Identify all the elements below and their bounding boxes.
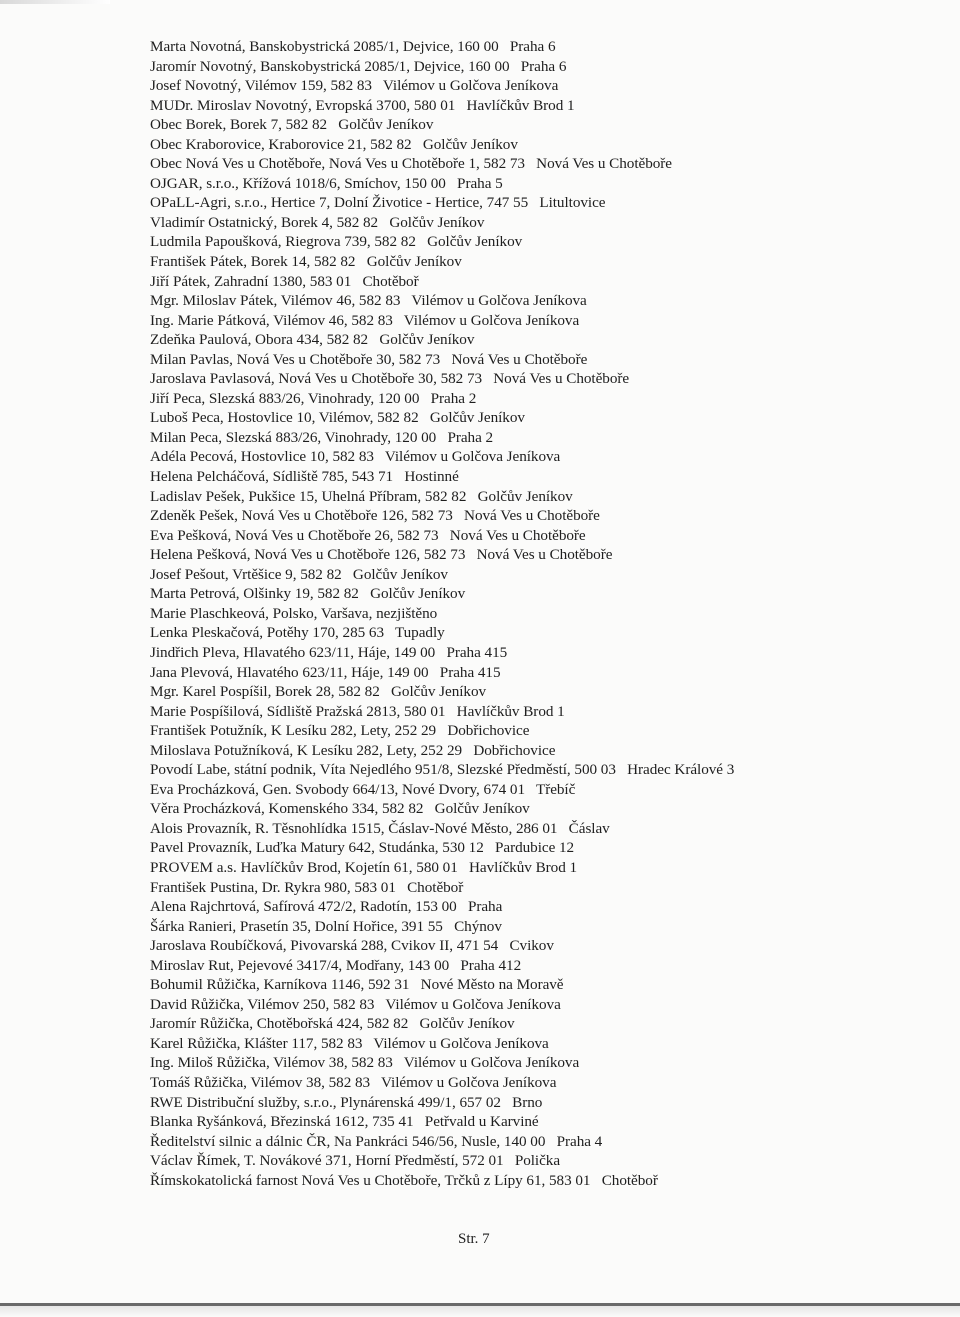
address-entry: Obec Nová Ves u Chotěboře, Nová Ves u Chotěboře 1, 582 73 Nová Ves u Chotěboře <box>150 155 672 173</box>
address-entry: Eva Pešková, Nová Ves u Chotěboře 26, 582 73 Nová Ves u Chotěboře <box>150 526 586 544</box>
address-entry: PROVEM a.s. Havlíčkův Brod, Kojetín 61, 580 01 Havlíčkův Brod 1 <box>150 858 578 876</box>
address-entry: Marta Novotná, Banskobystrická 2085/1, Dejvice, 160 00 Praha 6 <box>150 38 556 55</box>
address-entry: Luboš Peca, Hostovlice 10, Vilémov, 582 82 Golčův Jeníkov <box>150 409 525 427</box>
address-entry: Josef Novotný, Vilémov 159, 582 83 Vilémov u Golčova Jeníkova <box>150 77 559 95</box>
address-entry: Adéla Pecová, Hostovlice 10, 582 83 Vilémov u Golčova Jeníkova <box>150 448 561 466</box>
address-entry: Josef Pešout, Vrtěšice 9, 582 82 Golčův Jeníkov <box>150 565 448 583</box>
address-entry: Obec Borek, Borek 7, 582 82 Golčův Jeníkov <box>150 116 434 134</box>
address-entry: Jana Plevová, Hlavatého 623/11, Háje, 149 00 Praha 415 <box>150 663 501 681</box>
address-entry: Miroslav Rut, Pejevové 3417/4, Modřany, 143 00 Praha 412 <box>150 956 522 974</box>
address-entry: Ludmila Papoušková, Riegrova 739, 582 82 Golčův Jeníkov <box>150 233 523 251</box>
address-entry: Jaromír Novotný, Banskobystrická 2085/1, Dejvice, 160 00 Praha 6 <box>150 57 567 75</box>
address-entry: Karel Růžička, Klášter 117, 582 83 Vilémov u Golčova Jeníkova <box>150 1034 549 1052</box>
address-entry: Eva Procházková, Gen. Svobody 664/13, Nové Dvory, 674 01 Třebíč <box>150 780 576 798</box>
address-entry: OJGAR, s.r.o., Křížová 1018/6, Smíchov, 150 00 Praha 5 <box>150 174 503 192</box>
address-entry: Věra Procházková, Komenského 334, 582 82 Golčův Jeníkov <box>150 800 530 818</box>
address-entry: Bohumil Růžička, Karníkova 1146, 592 31 Nové Město na Moravě <box>150 976 564 994</box>
address-entry: MUDr. Miroslav Novotný, Evropská 3700, 580 01 Havlíčkův Brod 1 <box>150 96 575 114</box>
address-list <box>150 37 734 1190</box>
address-entry: Marie Plaschkeová, Polsko, Varšava, nezjištěno <box>150 604 438 622</box>
address-entry: Ladislav Pešek, Pukšice 15, Uhelná Příbram, 582 82 Golčův Jeníkov <box>150 487 573 505</box>
address-entry: Mgr. Miloslav Pátek, Vilémov 46, 582 83 Vilémov u Golčova Jeníkova <box>150 292 587 310</box>
address-entry: Helena Pelcháčová, Sídliště 785, 543 71 Hostinné <box>150 468 459 486</box>
address-entry: Václav Římek, T. Novákové 371, Horní Předměstí, 572 01 Polička <box>150 1152 561 1170</box>
address-entry: Jiří Peca, Slezská 883/26, Vinohrady, 120 00 Praha 2 <box>150 389 477 407</box>
address-entry: Jaroslava Pavlasová, Nová Ves u Chotěboře 30, 582 73 Nová Ves u Chotěboře <box>150 370 630 388</box>
address-entry: Ředitelství silnic a dálnic ČR, Na Pankráci 546/56, Nusle, 140 00 Praha 4 <box>150 1132 603 1150</box>
address-entry: Vladimír Ostatnický, Borek 4, 582 82 Golčův Jeníkov <box>150 213 485 231</box>
address-entry: Alois Provazník, R. Těsnohlídka 1515, Čáslav-Nové Město, 286 01 Čáslav <box>150 819 610 837</box>
address-entry: Ing. Marie Pátková, Vilémov 46, 582 83 Vilémov u Golčova Jeníkova <box>150 311 580 329</box>
address-entry: Alena Rajchrtová, Safírová 472/2, Radotín, 153 00 Praha <box>150 898 503 916</box>
scan-bottom-shade <box>0 1306 960 1317</box>
address-entry: Lenka Pleskačová, Potěhy 170, 285 63 Tupadly <box>150 624 445 642</box>
address-entry: Římskokatolická farnost Nová Ves u Chotěboře, Trčků z Lípy 61, 583 01 Chotěboř <box>150 1171 658 1189</box>
address-entry: Milan Peca, Slezská 883/26, Vinohrady, 120 00 Praha 2 <box>150 428 494 446</box>
address-entry: OPaLL-Agri, s.r.o., Hertice 7, Dolní Životice - Hertice, 747 55 Litultovice <box>150 194 606 212</box>
address-entry: Jaromír Růžička, Chotěbořská 424, 582 82 Golčův Jeníkov <box>150 1015 515 1033</box>
address-entry: Zdeňka Paulová, Obora 434, 582 82 Golčův Jeníkov <box>150 331 475 349</box>
address-entry: Mgr. Karel Pospíšil, Borek 28, 582 82 Golčův Jeníkov <box>150 683 487 701</box>
address-entry: Helena Pešková, Nová Ves u Chotěboře 126, 582 73 Nová Ves u Chotěboře <box>150 546 613 564</box>
address-entry: David Růžička, Vilémov 250, 582 83 Vilémov u Golčova Jeníkova <box>150 995 561 1013</box>
address-entry: Povodí Labe, státní podnik, Víta Nejedlého 951/8, Slezské Předměstí, 500 03 Hradec Králové 3 <box>150 761 735 779</box>
address-entry: Blanka Ryšánková, Březinská 1612, 735 41 Petřvald u Karviné <box>150 1113 539 1131</box>
address-entry: Tomáš Růžička, Vilémov 38, 582 83 Vilémov u Golčova Jeníkova <box>150 1073 557 1091</box>
address-entry: Marie Pospíšilová, Sídliště Pražská 2813, 580 01 Havlíčkův Brod 1 <box>150 702 565 720</box>
address-entry: Zdeněk Pešek, Nová Ves u Chotěboře 126, 582 73 Nová Ves u Chotěboře <box>150 507 600 525</box>
address-entry: Obec Kraborovice, Kraborovice 21, 582 82 Golčův Jeníkov <box>150 135 518 153</box>
address-entry: Miloslava Potužníková, K Lesíku 282, Lety, 252 29 Dobřichovice <box>150 741 556 759</box>
address-entry: Jiří Pátek, Zahradní 1380, 583 01 Chotěboř <box>150 272 419 290</box>
address-entry: RWE Distribuční služby, s.r.o., Plynárenská 499/1, 657 02 Brno <box>150 1093 543 1111</box>
address-entry: Šárka Ranieri, Prasetín 35, Dolní Hořice, 391 55 Chýnov <box>150 917 502 935</box>
page-number: Str. 7 <box>458 1231 490 1247</box>
address-entry: Marta Petrová, Olšinky 19, 582 82 Golčův Jeníkov <box>150 585 466 603</box>
address-entry: František Pátek, Borek 14, 582 82 Golčův Jeníkov <box>150 253 462 271</box>
address-entry: Jaroslava Roubíčková, Pivovarská 288, Cvikov II, 471 54 Cvikov <box>150 937 554 955</box>
address-entry: Ing. Miloš Růžička, Vilémov 38, 582 83 Vilémov u Golčova Jeníkova <box>150 1054 580 1072</box>
address-entry: Milan Pavlas, Nová Ves u Chotěboře 30, 582 73 Nová Ves u Chotěboře <box>150 350 588 368</box>
address-entry: František Pustina, Dr. Rykra 980, 583 01 Chotěboř <box>150 878 464 896</box>
address-entry: Jindřich Pleva, Hlavatého 623/11, Háje, 149 00 Praha 415 <box>150 643 508 661</box>
address-entry: František Potužník, K Lesíku 282, Lety, 252 29 Dobřichovice <box>150 722 530 740</box>
scan-edge <box>0 0 110 4</box>
address-entry: Pavel Provazník, Luďka Matury 642, Studánka, 530 12 Pardubice 12 <box>150 839 575 857</box>
